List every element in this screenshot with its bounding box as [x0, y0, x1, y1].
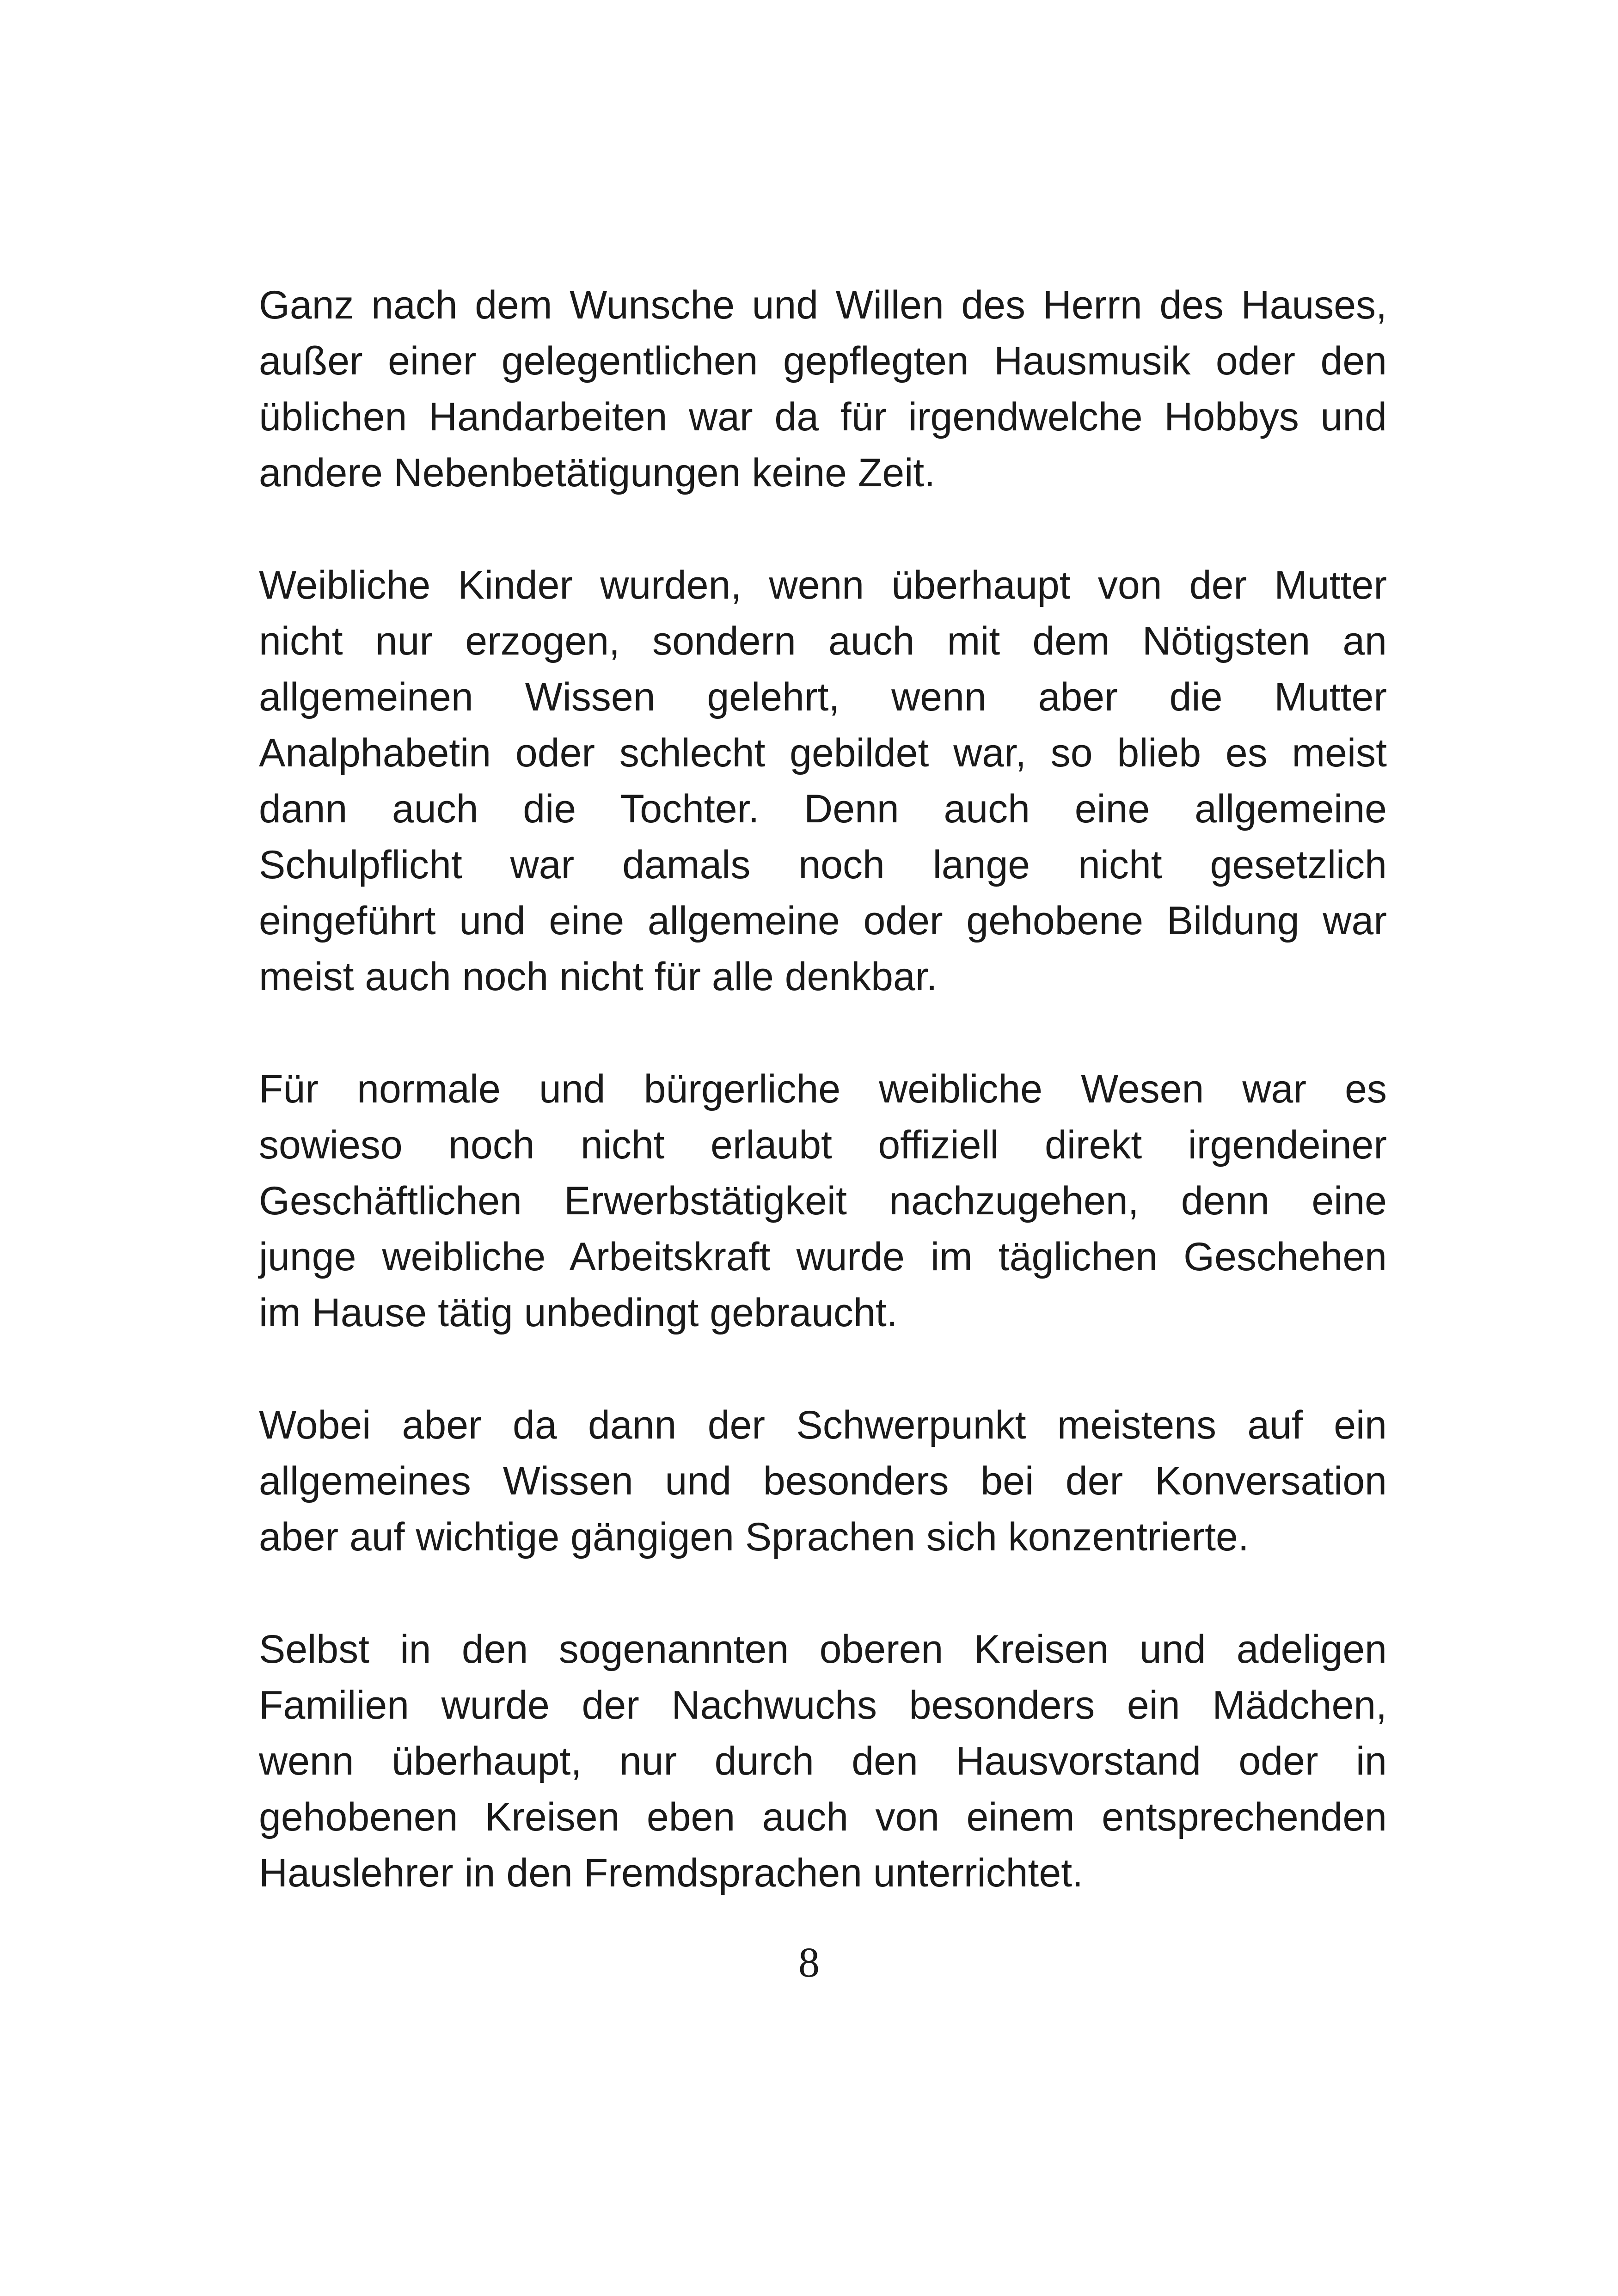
text-line: nicht nur erzogen, sondern auch mit dem Nötigsten an — [259, 619, 1387, 663]
text-line: üblichen Handarbeiten war da für irgendwelche Hobbys und — [259, 395, 1387, 439]
text-line: allgemeines Wissen und besonders bei der Konversation — [259, 1459, 1387, 1503]
text-line: Geschäftlichen Erwerbstätigkeit nachzugehen, denn eine — [259, 1179, 1387, 1223]
text-line: Für normale und bürgerliche weibliche Wesen war es — [259, 1067, 1387, 1111]
text-line: junge weibliche Arbeitskraft wurde im täglichen Geschehen — [259, 1235, 1387, 1279]
text-line: Ganz nach dem Wunsche und Willen des Herrn des Hauses, — [259, 283, 1387, 327]
text-line: im Hause tätig unbedingt gebraucht. — [259, 1291, 898, 1335]
paragraph-4 — [259, 1397, 1387, 1565]
text-line: andere Nebenbetätigungen keine Zeit. — [259, 451, 936, 495]
text-line: Hauslehrer in den Fremdsprachen unterrichtet. — [259, 1851, 1083, 1895]
body-text — [259, 277, 1387, 1958]
text-line: außer einer gelegentlichen gepflegten Hausmusik oder den — [259, 339, 1387, 383]
text-line: meist auch noch nicht für alle denkbar. — [259, 955, 938, 999]
paragraph-5 — [259, 1622, 1387, 1901]
paragraph-1 — [259, 277, 1387, 501]
text-line: aber auf wichtige gängigen Sprachen sich konzentrierte. — [259, 1515, 1249, 1559]
text-line: Selbst in den sogenannten oberen Kreisen und adeligen — [259, 1627, 1387, 1671]
text-line: Wobei aber da dann der Schwerpunkt meistens auf ein — [259, 1403, 1387, 1447]
text-line: gehobenen Kreisen eben auch von einem entsprechenden — [259, 1795, 1387, 1839]
text-line: wenn überhaupt, nur durch den Hausvorstand oder in — [259, 1739, 1387, 1783]
text-line: sowieso noch nicht erlaubt offiziell direkt irgendeiner — [259, 1123, 1387, 1167]
text-line: Weibliche Kinder wurden, wenn überhaupt von der Mutter — [259, 563, 1387, 607]
text-line: allgemeinen Wissen gelehrt, wenn aber die Mutter — [259, 675, 1387, 719]
text-line: Schulpflicht war damals noch lange nicht gesetzlich — [259, 843, 1387, 887]
text-line: Familien wurde der Nachwuchs besonders ein Mädchen, — [259, 1683, 1387, 1727]
page-number: 8 — [798, 1939, 820, 1986]
paragraph-3 — [259, 1061, 1387, 1341]
paragraph-2 — [259, 557, 1387, 1005]
text-line: Analphabetin oder schlecht gebildet war, so blieb es meist — [259, 731, 1387, 775]
text-line: dann auch die Tochter. Denn auch eine allgemeine — [259, 787, 1387, 831]
text-line: eingeführt und eine allgemeine oder gehobene Bildung war — [259, 899, 1387, 943]
